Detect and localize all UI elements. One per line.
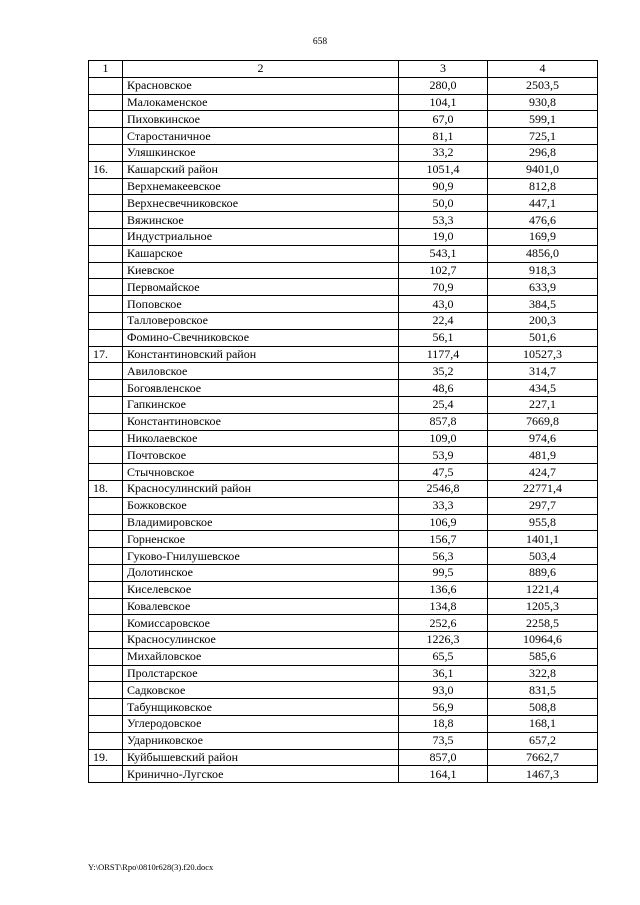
table-row [89, 564, 598, 581]
row-value-col4-cell: 1401,1 [488, 531, 598, 548]
row-number-cell [89, 732, 123, 749]
table-row [89, 111, 598, 128]
row-name-cell: Николаевское [123, 430, 399, 447]
row-value-col4-cell: 9401,0 [488, 161, 598, 178]
table-row [89, 615, 598, 632]
row-name-cell: Михайловское [123, 648, 399, 665]
row-number-cell [89, 245, 123, 262]
header-cell-1: 1 [89, 61, 123, 78]
row-number-cell [89, 766, 123, 783]
row-value-col4-cell: 918,3 [488, 262, 598, 279]
row-name-cell: Старостаничное [123, 128, 399, 145]
table-row [89, 77, 598, 94]
row-value-col3-cell: 857,8 [399, 413, 488, 430]
table-row [89, 228, 598, 245]
table-row [89, 497, 598, 514]
row-number-cell [89, 531, 123, 548]
row-number-cell [89, 413, 123, 430]
table-row [89, 380, 598, 397]
table-row [89, 212, 598, 229]
row-number-cell [89, 564, 123, 581]
row-value-col4-cell: 501,6 [488, 329, 598, 346]
row-value-col4-cell: 476,6 [488, 212, 598, 229]
row-value-col3-cell: 104,1 [399, 94, 488, 111]
row-value-col3-cell: 81,1 [399, 128, 488, 145]
table-row [89, 514, 598, 531]
row-value-col4-cell: 889,6 [488, 564, 598, 581]
row-name-cell: Авиловское [123, 363, 399, 380]
row-number-cell [89, 514, 123, 531]
row-value-col3-cell: 53,9 [399, 447, 488, 464]
row-number-cell [89, 665, 123, 682]
table-row [89, 531, 598, 548]
row-number-cell [89, 648, 123, 665]
row-name-cell: Верхнемакеевское [123, 178, 399, 195]
table-row [89, 245, 598, 262]
table-row [89, 413, 598, 430]
table-row [89, 178, 598, 195]
row-name-cell: Пиховкинское [123, 111, 399, 128]
row-number-cell [89, 548, 123, 565]
row-value-col4-cell: 7669,8 [488, 413, 598, 430]
row-name-cell: Константиновский район [123, 346, 399, 363]
row-value-col3-cell: 67,0 [399, 111, 488, 128]
row-number-cell [89, 598, 123, 615]
row-value-col4-cell: 503,4 [488, 548, 598, 565]
row-number-cell [89, 497, 123, 514]
row-value-col4-cell: 1467,3 [488, 766, 598, 783]
row-name-cell: Пролстарское [123, 665, 399, 682]
table-row [89, 312, 598, 329]
row-name-cell: Углеродовское [123, 716, 399, 733]
row-value-col3-cell: 73,5 [399, 732, 488, 749]
row-value-col4-cell: 297,7 [488, 497, 598, 514]
row-name-cell: Фомино-Свечниковское [123, 329, 399, 346]
row-value-col4-cell: 633,9 [488, 279, 598, 296]
row-number-cell [89, 279, 123, 296]
table-body [89, 61, 598, 783]
row-value-col4-cell: 955,8 [488, 514, 598, 531]
row-number-cell [89, 228, 123, 245]
row-name-cell: Красновское [123, 77, 399, 94]
row-value-col4-cell: 424,7 [488, 464, 598, 481]
row-number-cell [89, 430, 123, 447]
row-name-cell: Красносулинское [123, 632, 399, 649]
row-value-col4-cell: 481,9 [488, 447, 598, 464]
row-value-col3-cell: 33,2 [399, 144, 488, 161]
row-number-cell [89, 296, 123, 313]
row-name-cell: Кашарское [123, 245, 399, 262]
row-value-col4-cell: 384,5 [488, 296, 598, 313]
table-row [89, 161, 598, 178]
row-name-cell: Уляшкинское [123, 144, 399, 161]
row-name-cell: Горненское [123, 531, 399, 548]
row-number-cell [89, 682, 123, 699]
row-value-col3-cell: 36,1 [399, 665, 488, 682]
row-value-col3-cell: 136,6 [399, 581, 488, 598]
row-value-col4-cell: 447,1 [488, 195, 598, 212]
row-name-cell: Поповское [123, 296, 399, 313]
table-row [89, 279, 598, 296]
row-number-cell [89, 699, 123, 716]
row-name-cell: Талловеровское [123, 312, 399, 329]
row-value-col4-cell: 322,8 [488, 665, 598, 682]
table-row [89, 396, 598, 413]
row-value-col3-cell: 48,6 [399, 380, 488, 397]
header-cell-4: 4 [488, 61, 598, 78]
row-value-col3-cell: 93,0 [399, 682, 488, 699]
row-name-cell: Киселевское [123, 581, 399, 598]
table-row [89, 346, 598, 363]
header-cell-3: 3 [399, 61, 488, 78]
row-value-col3-cell: 1051,4 [399, 161, 488, 178]
row-value-col3-cell: 56,1 [399, 329, 488, 346]
table-row [89, 447, 598, 464]
row-value-col3-cell: 19,0 [399, 228, 488, 245]
row-value-col4-cell: 168,1 [488, 716, 598, 733]
row-number-cell [89, 77, 123, 94]
row-value-col3-cell: 156,7 [399, 531, 488, 548]
row-value-col3-cell: 543,1 [399, 245, 488, 262]
table-row [89, 480, 598, 497]
row-number-cell [89, 212, 123, 229]
row-name-cell: Владимировское [123, 514, 399, 531]
table-row [89, 732, 598, 749]
table-row [89, 648, 598, 665]
row-name-cell: Богоявленское [123, 380, 399, 397]
row-value-col3-cell: 164,1 [399, 766, 488, 783]
row-name-cell: Первомайское [123, 279, 399, 296]
row-name-cell: Стычновское [123, 464, 399, 481]
row-value-col3-cell: 18,8 [399, 716, 488, 733]
table-row [89, 430, 598, 447]
row-value-col3-cell: 106,9 [399, 514, 488, 531]
row-number-cell: 18. [89, 480, 123, 497]
row-number-cell [89, 363, 123, 380]
row-value-col4-cell: 930,8 [488, 94, 598, 111]
row-number-cell [89, 396, 123, 413]
row-number-cell: 19. [89, 749, 123, 766]
row-number-cell [89, 632, 123, 649]
table-row [89, 464, 598, 481]
row-number-cell [89, 581, 123, 598]
row-name-cell: Красносулинский район [123, 480, 399, 497]
row-name-cell: Вяжинское [123, 212, 399, 229]
row-value-col4-cell: 1221,4 [488, 581, 598, 598]
row-name-cell: Ударниковское [123, 732, 399, 749]
row-name-cell: Куйбышевский район [123, 749, 399, 766]
row-value-col3-cell: 56,3 [399, 548, 488, 565]
table-row [89, 195, 598, 212]
row-value-col4-cell: 10964,6 [488, 632, 598, 649]
row-name-cell: Табунщиковское [123, 699, 399, 716]
row-value-col4-cell: 585,6 [488, 648, 598, 665]
row-value-col3-cell: 252,6 [399, 615, 488, 632]
row-value-col3-cell: 2546,8 [399, 480, 488, 497]
row-number-cell: 17. [89, 346, 123, 363]
row-value-col3-cell: 22,4 [399, 312, 488, 329]
page-number: 658 [312, 37, 328, 47]
table-row [89, 329, 598, 346]
table-row [89, 363, 598, 380]
footer-file-path: Y:\ORST\Rpo\0810r628(3).f20.docx [88, 862, 214, 872]
row-name-cell: Гапкинское [123, 396, 399, 413]
row-name-cell: Верхнесвечниковское [123, 195, 399, 212]
row-name-cell: Гуково-Гнилушевское [123, 548, 399, 565]
row-value-col4-cell: 200,3 [488, 312, 598, 329]
row-value-col4-cell: 4856,0 [488, 245, 598, 262]
table-header-row [89, 61, 598, 78]
row-value-col3-cell: 857,0 [399, 749, 488, 766]
row-value-col3-cell: 1177,4 [399, 346, 488, 363]
row-number-cell [89, 716, 123, 733]
table-row [89, 682, 598, 699]
row-value-col3-cell: 99,5 [399, 564, 488, 581]
row-name-cell: Ковалевское [123, 598, 399, 615]
row-name-cell: Киевское [123, 262, 399, 279]
row-name-cell: Долотинское [123, 564, 399, 581]
row-name-cell: Кашарский район [123, 161, 399, 178]
row-name-cell: Малокаменское [123, 94, 399, 111]
table-row [89, 699, 598, 716]
row-value-col3-cell: 280,0 [399, 77, 488, 94]
row-number-cell [89, 312, 123, 329]
data-table [88, 60, 598, 783]
row-name-cell: Константиновское [123, 413, 399, 430]
row-number-cell: 16. [89, 161, 123, 178]
table-row [89, 716, 598, 733]
row-value-col4-cell: 434,5 [488, 380, 598, 397]
table-row [89, 749, 598, 766]
row-name-cell: Индустриальное [123, 228, 399, 245]
table-row [89, 262, 598, 279]
row-value-col4-cell: 1205,3 [488, 598, 598, 615]
row-number-cell [89, 195, 123, 212]
table-row [89, 144, 598, 161]
table-row [89, 581, 598, 598]
table-row [89, 296, 598, 313]
table-row [89, 766, 598, 783]
table-row [89, 94, 598, 111]
row-value-col4-cell: 831,5 [488, 682, 598, 699]
row-value-col3-cell: 56,9 [399, 699, 488, 716]
row-value-col3-cell: 70,9 [399, 279, 488, 296]
row-number-cell [89, 380, 123, 397]
row-number-cell [89, 615, 123, 632]
row-value-col3-cell: 35,2 [399, 363, 488, 380]
row-value-col4-cell: 7662,7 [488, 749, 598, 766]
row-number-cell [89, 464, 123, 481]
row-value-col3-cell: 134,8 [399, 598, 488, 615]
row-value-col4-cell: 10527,3 [488, 346, 598, 363]
table-row [89, 128, 598, 145]
table-row [89, 548, 598, 565]
row-value-col3-cell: 102,7 [399, 262, 488, 279]
row-value-col3-cell: 1226,3 [399, 632, 488, 649]
row-value-col3-cell: 65,5 [399, 648, 488, 665]
row-number-cell [89, 111, 123, 128]
row-value-col4-cell: 508,8 [488, 699, 598, 716]
row-value-col3-cell: 50,0 [399, 195, 488, 212]
row-value-col4-cell: 725,1 [488, 128, 598, 145]
row-value-col4-cell: 599,1 [488, 111, 598, 128]
table-row [89, 665, 598, 682]
header-cell-2: 2 [123, 61, 399, 78]
row-value-col4-cell: 296,8 [488, 144, 598, 161]
row-number-cell [89, 128, 123, 145]
row-name-cell: Божковское [123, 497, 399, 514]
row-name-cell: Комиссаровское [123, 615, 399, 632]
row-name-cell: Почтовское [123, 447, 399, 464]
row-number-cell [89, 178, 123, 195]
row-value-col3-cell: 53,3 [399, 212, 488, 229]
row-number-cell [89, 447, 123, 464]
row-value-col4-cell: 227,1 [488, 396, 598, 413]
row-number-cell [89, 329, 123, 346]
row-name-cell: Кринично-Лугское [123, 766, 399, 783]
row-value-col3-cell: 109,0 [399, 430, 488, 447]
row-value-col3-cell: 90,9 [399, 178, 488, 195]
row-value-col3-cell: 47,5 [399, 464, 488, 481]
row-value-col3-cell: 25,4 [399, 396, 488, 413]
row-number-cell [89, 144, 123, 161]
table-row [89, 632, 598, 649]
row-value-col3-cell: 33,3 [399, 497, 488, 514]
row-value-col3-cell: 43,0 [399, 296, 488, 313]
table-row [89, 598, 598, 615]
row-value-col4-cell: 2503,5 [488, 77, 598, 94]
row-value-col4-cell: 2258,5 [488, 615, 598, 632]
row-value-col4-cell: 22771,4 [488, 480, 598, 497]
row-number-cell [89, 94, 123, 111]
row-value-col4-cell: 974,6 [488, 430, 598, 447]
row-value-col4-cell: 812,8 [488, 178, 598, 195]
row-name-cell: Садковское [123, 682, 399, 699]
row-number-cell [89, 262, 123, 279]
row-value-col4-cell: 314,7 [488, 363, 598, 380]
row-value-col4-cell: 169,9 [488, 228, 598, 245]
row-value-col4-cell: 657,2 [488, 732, 598, 749]
